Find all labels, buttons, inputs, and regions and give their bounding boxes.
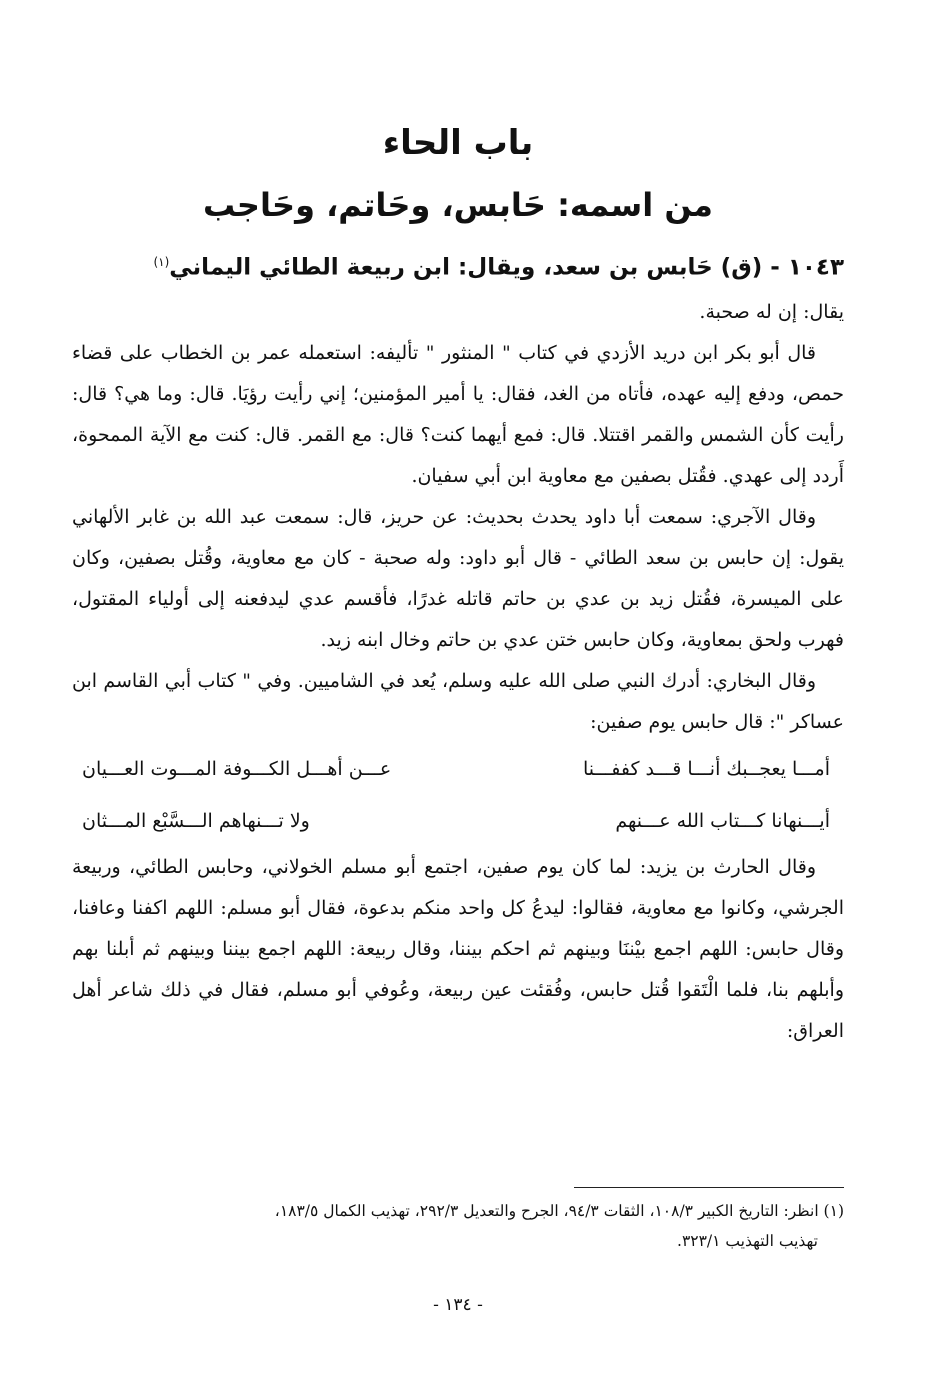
entry-heading bbox=[72, 240, 844, 290]
paragraph-ibn-durayd: قال أبو بكر ابن دريد الأزدي في كتاب " المنثور " تأليفه: استعمله عمر بن الخطاب على قضاء حمص، ودفع إليه عهده، فأتاه من الغد، فقال: يا أمير المؤمنين؛ إني رأيت رؤيَا. قال: وما هي؟ قال: رأيت كأن الشمس والقمر اقتتلا. قال: فمع أيهما كنت؟ قال: مع القمر. قال: كنت مع الآية الممحوة، أَردد إلى عهدي. فقُتل بصفين مع معاوية ابن أبي سفيان. bbox=[72, 342, 844, 487]
paragraph-companionship: يقال: إن له صحبة. bbox=[699, 301, 844, 323]
entry-body bbox=[72, 292, 844, 1052]
footnote-line-2: تهذيب التهذيب ٣٢٣/١. bbox=[677, 1232, 818, 1250]
verse-1-first-hemistich: أمـــا يعجــبك أنـــا قـــد كففـــنا bbox=[583, 758, 830, 780]
book-page bbox=[72, 0, 844, 1378]
verse-2-second-hemistich: ولا تـــنهاهم الـــسَّبْع المـــثان bbox=[82, 810, 310, 832]
paragraph-al-bukhari: وقال البخاري: أدرك النبي صلى الله عليه وسلم، يُعد في الشاميين. وفي " كتاب أبي القاسم ابن عساكر ": قال حابس يوم صفين: bbox=[72, 670, 844, 733]
paragraph-al-ajurri: وقال الآجري: سمعت أبا داود يحدث بحديث: عن حريز، قال: سمعت عبد الله بن غابر الألهاني يقول: إن حابس بن سعد الطائي - قال أبو داود: وله صحبة - كان مع معاوية، وقُتل بصفين، وكان على الميسرة، فقُتل زيد بن عدي بن حاتم قاتله غدرًا، فأقسم عدي ليدفعنه إلى أولياء المقتول، فهرب ولحق بمعاوية، وكان حابس ختن عدي بن حاتم وخال ابنه زيد. bbox=[72, 506, 845, 651]
footnote-line-1: (١) انظر: التاريخ الكبير ١٠٨/٣، الثقات ٩٤/٣، الجرح والتعديل ٢٩٢/٣، تهذيب الكمال ١٨٣/٥، bbox=[274, 1202, 844, 1220]
footnote bbox=[72, 1196, 844, 1256]
section-title: من اسمه: حَابس، وحَاتم، وحَاجب bbox=[203, 186, 713, 224]
footnote-divider bbox=[574, 1187, 844, 1188]
verse-line-2 bbox=[72, 795, 844, 847]
page-number: - ١٣٤ - bbox=[433, 1295, 483, 1315]
entry-heading-text: ١٠٤٣ - (ق) حَابس بن سعد، ويقال: ابن ربيعة الطائي اليماني bbox=[169, 254, 844, 281]
footnote-marker[interactable]: (١) bbox=[153, 255, 170, 269]
verse-1-second-hemistich: عـــن أهـــل الكـــوفة المـــوت العـــيان bbox=[82, 758, 392, 780]
verse-2-first-hemistich: أيـــنهانا كـــتاب الله عـــنهم bbox=[615, 810, 830, 832]
chapter-title: باب الحاء bbox=[382, 123, 534, 163]
paragraph-al-harith: وقال الحارث بن يزيد: لما كان يوم صفين، اجتمع أبو مسلم الخولاني، وحابس الطائي، وربيعة الجرشي، وكانوا مع معاوية، فقالوا: ليدعُ كل واحد منكم بدعوة، فقال أبو مسلم: اللهم اكفنا وعافنا، وقال حابس: اللهم اجمع بيْننَا وبينهم ثم احكم بيننا، وقال ربيعة: اللهم اجمع بيننا وبينهم ثم أبلنا بهم وأبلهم بنا، فلما الْتَقوا قُتل حابس، وفُقئت عين ربيعة، وعُوفي أبو مسلم، فقال في ذلك شاعر أهل العراق: bbox=[72, 856, 844, 1042]
verse-line-1 bbox=[72, 743, 844, 795]
